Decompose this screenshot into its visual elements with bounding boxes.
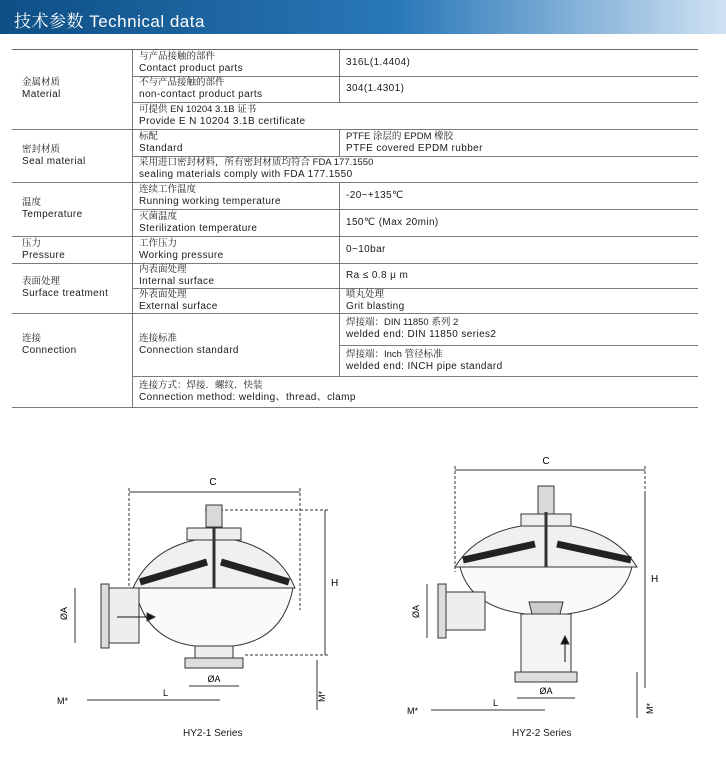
connection-category-cont [12,376,133,407]
hy2-1-dim-oa-bottom: ØA [207,674,221,684]
temp-running-value: -20~+135℃ [340,182,699,209]
table-row [12,376,698,407]
hy2-2-dim-oa-bottom: ØA [539,686,553,696]
connection-inch-value: 焊接端：Inch 管径标准 welded end: INCH pipe standard [340,345,699,376]
hy2-1-dim-l: L [163,688,169,698]
connection-din-value: 焊接端：DIN 11850 系列 2 welded end: DIN 11850 series2 [340,313,699,345]
material-certificate-note: 可提供 EN 10204 3.1B 证书 Provide E N 10204 3.1B certificate [133,102,699,129]
hy2-1-dim-m-left: M* [57,696,68,706]
pressure-label: 工作压力 Working pressure [133,236,340,263]
table-row [12,182,698,209]
surface-internal-label: 内表面处理 Internal surface [133,263,340,288]
hy2-2-drawing [405,452,705,720]
hy2-2-dim-l: L [493,698,499,708]
hy2-2-dim-oa-side: ØA [411,604,421,618]
temperature-category: 温度 Temperature [12,182,133,236]
table-row [12,313,698,345]
hy2-1-dim-oa-side: ØA [59,606,69,620]
seal-category: 密封材质 Seal material [12,129,133,182]
material-noncontact-label: 不与产品接触的部件 non-contact product parts [133,76,340,102]
seal-standard-value: PTFE 涂层的 EPDM 橡胶 PTFE covered EPDM rubber [340,129,699,156]
material-noncontact-value: 304(1.4301) [340,76,699,102]
hy2-1-dim-c: C [209,477,217,488]
hy2-2-dim-h: H [651,574,659,585]
surface-category: 表面处理 Surface treatment [12,263,133,313]
pressure-value: 0~10bar [340,236,699,263]
table-row [12,263,698,288]
hy2-1-dim-m-right: M* [317,691,327,702]
material-category: 金属材质 Material [12,50,133,129]
header-banner [0,0,726,34]
surface-external-label: 外表面处理 External surface [133,288,340,313]
connection-category: 连接 Connection [12,313,133,376]
hy2-2-dim-m-left: M* [407,706,418,716]
surface-internal-value: Ra ≤ 0.8 μ m [340,263,699,288]
connection-method-note: 连接方式：焊接．螺纹．快装 Connection method: welding、thread、clamp [133,376,699,407]
hy2-2-caption: HY2-2 Series [512,728,572,739]
page-title: 技术参数 Technical data [14,12,205,31]
hy2-1-drawing [55,470,355,720]
temp-sterilization-label: 灭菌温度 Sterilization temperature [133,209,340,236]
hy2-2-dim-m-right: M* [645,703,655,714]
pressure-category: 压力 Pressure [12,236,133,263]
hy2-1-dim-h: H [331,578,339,589]
material-contact-value: 316L(1.4404) [340,50,699,76]
seal-standard-label: 标配 Standard [133,129,340,156]
hy2-1-caption: HY2-1 Series [183,728,243,739]
temp-sterilization-value: 150℃ (Max 20min) [340,209,699,236]
connection-standard-label: 连接标准 Connection standard [133,313,340,376]
material-contact-label: 与产品接触的部件 Contact product parts [133,50,340,76]
temp-running-label: 连续工作温度 Running working temperature [133,182,340,209]
table-row [12,236,698,263]
spec-table [12,50,698,408]
seal-fda-note: 采用进口密封材料，所有密封材质均符合 FDA 177.1550 sealing materials comply with FDA 177.1550 [133,156,699,182]
hy2-2-dim-c: C [542,456,550,467]
table-row [12,129,698,156]
table-row [12,50,698,76]
surface-external-value: 喷丸处理 Grit blasting [340,288,699,313]
